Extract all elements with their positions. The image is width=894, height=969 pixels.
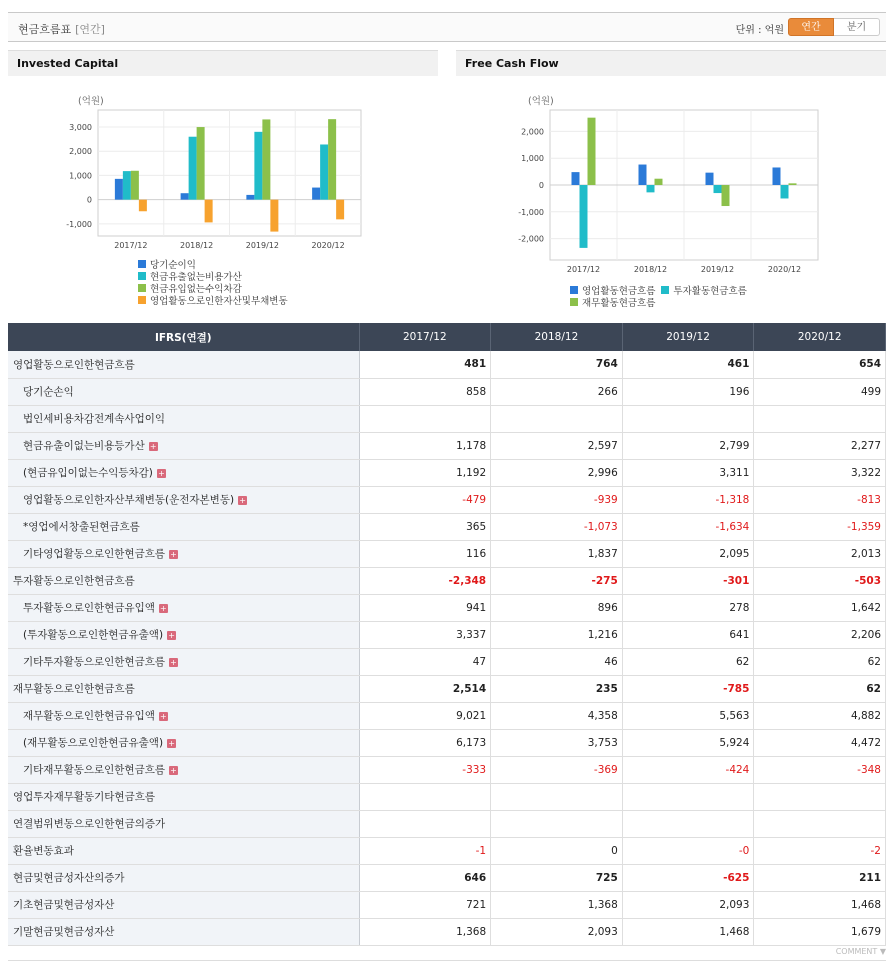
- row-value: -333: [359, 756, 491, 783]
- comment-toggle[interactable]: COMMENT ▼: [835, 947, 886, 956]
- row-label: [8, 702, 359, 729]
- bar: [647, 185, 655, 192]
- row-value: 721: [359, 891, 491, 918]
- row-value: 2,996: [491, 459, 623, 486]
- row-value: 6,173: [359, 729, 491, 756]
- legend-swatch: [138, 272, 146, 280]
- legend-swatch: [570, 286, 578, 294]
- row-value: -424: [622, 756, 754, 783]
- row-value: 725: [491, 864, 623, 891]
- row-value: 1,216: [491, 621, 623, 648]
- bar: [262, 119, 270, 199]
- row-label: [8, 756, 359, 783]
- table-row: [8, 621, 886, 648]
- table-header-period: 2020/12: [754, 323, 886, 351]
- row-value: 3,337: [359, 621, 491, 648]
- row-value: -503: [754, 567, 886, 594]
- expand-plus-icon[interactable]: +: [170, 765, 177, 775]
- x-tick-label: 2017/12: [566, 265, 601, 274]
- y-tick-label: 0: [538, 181, 544, 190]
- row-label: [8, 675, 359, 702]
- row-label: [8, 648, 359, 675]
- bar: [189, 137, 197, 200]
- row-label-text: 현금및현금성자산의증가: [13, 872, 125, 884]
- row-label: [8, 837, 359, 864]
- table-row: [8, 405, 886, 432]
- row-value: [622, 810, 754, 837]
- row-value: 481: [359, 351, 491, 378]
- bar: [773, 167, 781, 185]
- free-cash-flow-title: Free Cash Flow: [456, 50, 886, 76]
- row-label: [8, 891, 359, 918]
- free-cash-flow-panel: [456, 50, 886, 320]
- row-value: 2,093: [622, 891, 754, 918]
- bar: [246, 195, 254, 200]
- row-value: [491, 810, 623, 837]
- row-value: [754, 405, 886, 432]
- unit-label: (억원): [78, 96, 104, 107]
- tab-quarter[interactable]: 분기: [834, 18, 880, 36]
- row-value: -785: [622, 675, 754, 702]
- row-value: 1,192: [359, 459, 491, 486]
- legend-label: 영업활동으로인한자산및부채변동: [150, 296, 288, 307]
- row-label: [8, 783, 359, 810]
- row-value: 858: [359, 378, 491, 405]
- row-value: 1,368: [491, 891, 623, 918]
- row-value: -479: [359, 486, 491, 513]
- row-value: 2,206: [754, 621, 886, 648]
- row-label-text: 환율변동효과: [13, 845, 74, 857]
- bar: [706, 173, 714, 185]
- y-tick-label: 0: [86, 195, 92, 205]
- row-value: -2: [754, 837, 886, 864]
- table-row: [8, 756, 886, 783]
- bar: [336, 200, 344, 220]
- row-value: 365: [359, 513, 491, 540]
- row-value: [622, 405, 754, 432]
- section-title: [18, 21, 105, 37]
- row-value: -1,073: [491, 513, 623, 540]
- bar: [722, 185, 730, 206]
- row-value: 461: [622, 351, 754, 378]
- row-value: 641: [622, 621, 754, 648]
- bar: [270, 200, 278, 232]
- table-header-row: [8, 323, 886, 351]
- table-row: [8, 378, 886, 405]
- unit-label: 단위 : 억원: [735, 25, 784, 36]
- table-row: [8, 675, 886, 702]
- legend-label: 영업활동현금흐름: [582, 286, 656, 297]
- row-value: [359, 405, 491, 432]
- row-value: 46: [491, 648, 623, 675]
- row-value: -348: [754, 756, 886, 783]
- row-label-text: 기초현금및현금성자산: [13, 899, 115, 911]
- bar: [197, 127, 205, 200]
- x-tick-label: 2017/12: [114, 241, 148, 250]
- row-label-text: 재무활동으로인한현금유입액: [23, 710, 155, 722]
- y-tick-label: 1,000: [521, 154, 544, 164]
- row-value: 646: [359, 864, 491, 891]
- row-value: 2,013: [754, 540, 886, 567]
- table-header-period: 2019/12: [622, 323, 754, 351]
- row-value: -275: [491, 567, 623, 594]
- footer-divider: [8, 960, 886, 961]
- invested-capital-panel: [8, 50, 438, 320]
- row-label-text: 기타영업활동으로인한현금흐름: [23, 548, 166, 560]
- row-value: -2,348: [359, 567, 491, 594]
- row-label: [8, 378, 359, 405]
- row-label: [8, 432, 359, 459]
- y-tick-label: -1,000: [518, 207, 544, 217]
- table-header-period: 2018/12: [491, 323, 623, 351]
- row-value: -1,359: [754, 513, 886, 540]
- row-label: [8, 864, 359, 891]
- row-value: 278: [622, 594, 754, 621]
- row-label-text: 영업활동으로인한현금흐름: [13, 358, 135, 371]
- invested-capital-title: Invested Capital: [8, 50, 438, 76]
- legend-swatch: [138, 260, 146, 268]
- bar: [205, 200, 213, 223]
- row-value: 47: [359, 648, 491, 675]
- bar: [655, 179, 663, 185]
- section-subtitle: [연간]: [75, 23, 105, 36]
- legend-swatch: [570, 298, 578, 306]
- row-label-text: 법인세비용차감전계속사업이익: [23, 413, 166, 425]
- x-tick-label: 2018/12: [633, 265, 668, 274]
- row-label-text: 투자활동으로인한현금흐름: [13, 575, 135, 587]
- bar: [115, 179, 123, 200]
- bar: [588, 118, 596, 185]
- row-label-text: 영업활동으로인한자산부채변동(운전자본변동): [23, 494, 235, 506]
- row-label-text: 연결범위변동으로인한현금의증가: [13, 818, 166, 830]
- table-row: [8, 648, 886, 675]
- row-value: -1,318: [622, 486, 754, 513]
- legend-label: 현금유출없는비용가산: [150, 272, 242, 283]
- row-label: [8, 405, 359, 432]
- table-row: [8, 594, 886, 621]
- row-value: 196: [622, 378, 754, 405]
- row-value: [622, 783, 754, 810]
- row-label-text: (투자활동으로인한현금유출액): [23, 629, 164, 641]
- invested-capital-legend: [138, 258, 288, 306]
- expand-plus-icon[interactable]: +: [170, 657, 177, 667]
- row-value: -1,634: [622, 513, 754, 540]
- row-value: 3,753: [491, 729, 623, 756]
- row-label-text: 당기순손익: [23, 386, 74, 398]
- free-cash-flow-legend: [570, 284, 790, 308]
- row-value: 2,095: [622, 540, 754, 567]
- bar: [131, 171, 139, 200]
- table-row: [8, 864, 886, 891]
- table-body: [8, 351, 886, 945]
- row-label-text: (재무활동으로인한현금유출액): [23, 737, 164, 749]
- row-value: 764: [491, 351, 623, 378]
- legend-swatch: [661, 286, 669, 294]
- row-value: 941: [359, 594, 491, 621]
- row-value: 235: [491, 675, 623, 702]
- row-value: 5,924: [622, 729, 754, 756]
- x-tick-label: 2018/12: [180, 241, 214, 250]
- row-value: 1,642: [754, 594, 886, 621]
- bar: [580, 185, 588, 248]
- bar: [139, 200, 147, 212]
- row-label: [8, 567, 359, 594]
- row-value: 1,837: [491, 540, 623, 567]
- bar: [789, 183, 797, 185]
- x-tick-label: 2019/12: [700, 265, 735, 274]
- legend-label: 투자활동현금흐름: [673, 286, 747, 297]
- y-tick-label: -2,000: [518, 234, 544, 244]
- bar: [181, 193, 189, 199]
- row-label: [8, 351, 359, 378]
- row-label: [8, 486, 359, 513]
- row-value: 4,358: [491, 702, 623, 729]
- y-tick-label: -1,000: [66, 219, 92, 229]
- bar: [312, 188, 320, 200]
- row-value: -939: [491, 486, 623, 513]
- row-value: -369: [491, 756, 623, 783]
- expand-plus-icon[interactable]: +: [168, 738, 175, 748]
- row-label: [8, 459, 359, 486]
- row-label-text: 기타재무활동으로인한현금흐름: [23, 764, 166, 776]
- table-row: [8, 459, 886, 486]
- row-value: [491, 783, 623, 810]
- row-value: -0: [622, 837, 754, 864]
- section-header: [8, 12, 886, 42]
- row-value: 9,021: [359, 702, 491, 729]
- expand-plus-icon[interactable]: +: [160, 603, 167, 613]
- row-value: 499: [754, 378, 886, 405]
- bar: [254, 132, 262, 200]
- unit-label: (억원): [528, 96, 554, 107]
- table-row: [8, 513, 886, 540]
- table-row: [8, 567, 886, 594]
- row-value: 62: [754, 675, 886, 702]
- row-label-text: 기말현금및현금성자산: [13, 926, 115, 938]
- row-label: [8, 594, 359, 621]
- table-header-label: IFRS(연결): [8, 323, 359, 351]
- row-value: 2,277: [754, 432, 886, 459]
- row-value: [359, 810, 491, 837]
- row-value: 2,597: [491, 432, 623, 459]
- row-label: [8, 513, 359, 540]
- table-header-period: 2017/12: [359, 323, 491, 351]
- legend-item: [661, 284, 746, 296]
- row-value: 1,368: [359, 918, 491, 945]
- row-value: [754, 810, 886, 837]
- table-row: [8, 891, 886, 918]
- row-value: -625: [622, 864, 754, 891]
- row-value: 116: [359, 540, 491, 567]
- cash-flow-table: [8, 323, 886, 946]
- row-value: -1: [359, 837, 491, 864]
- table-row: [8, 729, 886, 756]
- row-value: 266: [491, 378, 623, 405]
- row-value: 62: [754, 648, 886, 675]
- row-value: -813: [754, 486, 886, 513]
- row-label: [8, 810, 359, 837]
- row-value: 62: [622, 648, 754, 675]
- expand-plus-icon[interactable]: +: [170, 549, 177, 559]
- expand-plus-icon[interactable]: +: [158, 468, 165, 478]
- row-value: 2,514: [359, 675, 491, 702]
- bar: [123, 171, 131, 200]
- x-tick-label: 2019/12: [245, 241, 279, 250]
- row-label: [8, 918, 359, 945]
- row-value: [359, 783, 491, 810]
- row-value: 896: [491, 594, 623, 621]
- legend-item: [570, 296, 655, 308]
- row-label-text: *영업에서창출된현금흐름: [23, 521, 140, 533]
- table-row: [8, 486, 886, 513]
- y-tick-label: 2,000: [69, 147, 92, 157]
- expand-plus-icon[interactable]: +: [160, 711, 167, 721]
- row-label-text: 현금유출이없는비용등가산: [23, 440, 145, 452]
- row-label-text: 재무활동으로인한현금흐름: [13, 683, 135, 695]
- row-value: [754, 783, 886, 810]
- row-value: -301: [622, 567, 754, 594]
- period-toggle: [788, 18, 880, 36]
- y-tick-label: 1,000: [69, 171, 92, 181]
- table-row: [8, 702, 886, 729]
- legend-swatch: [138, 296, 146, 304]
- legend-label: 현금유입없는수익차감: [150, 284, 242, 295]
- row-value: 1,468: [622, 918, 754, 945]
- bar: [781, 185, 789, 198]
- x-tick-label: 2020/12: [311, 241, 345, 250]
- table-row: [8, 351, 886, 378]
- tab-annual[interactable]: 연간: [788, 18, 834, 36]
- bar: [328, 119, 336, 199]
- row-value: [491, 405, 623, 432]
- table-row: [8, 810, 886, 837]
- expand-plus-icon[interactable]: +: [149, 441, 157, 451]
- legend-swatch: [138, 284, 146, 292]
- row-label: [8, 729, 359, 756]
- row-label-text: 영업투자재무활동기타현금흐름: [13, 791, 156, 803]
- legend-label: 재무활동현금흐름: [582, 298, 656, 309]
- row-value: 2,799: [622, 432, 754, 459]
- table-row: [8, 540, 886, 567]
- row-label: [8, 621, 359, 648]
- table-row: [8, 918, 886, 945]
- row-value: 2,093: [491, 918, 623, 945]
- y-tick-label: 2,000: [521, 127, 544, 137]
- row-label-text: 기타투자활동으로인한현금흐름: [23, 656, 166, 668]
- row-value: 5,563: [622, 702, 754, 729]
- row-value: 4,882: [754, 702, 886, 729]
- expand-plus-icon[interactable]: +: [168, 630, 175, 640]
- row-value: 3,311: [622, 459, 754, 486]
- bar: [320, 144, 328, 199]
- row-value: 211: [754, 864, 886, 891]
- row-value: 4,472: [754, 729, 886, 756]
- section-title-text: 현금흐름표: [18, 23, 72, 36]
- row-label: [8, 540, 359, 567]
- row-label-text: 투자활동으로인한현금유입액: [23, 602, 155, 614]
- bar: [714, 185, 722, 193]
- legend-item: [138, 294, 288, 306]
- row-value: 3,322: [754, 459, 886, 486]
- row-value: 0: [491, 837, 623, 864]
- table-row: [8, 432, 886, 459]
- x-tick-label: 2020/12: [767, 265, 802, 274]
- bar: [639, 165, 647, 185]
- y-tick-label: 3,000: [69, 122, 92, 132]
- legend-label: 당기순이익: [150, 260, 196, 271]
- row-value: 654: [754, 351, 886, 378]
- row-label-text: (현금유입이없는수익등차감): [23, 467, 153, 479]
- bar: [572, 172, 580, 185]
- table-row: [8, 837, 886, 864]
- row-value: 1,468: [754, 891, 886, 918]
- row-value: 1,178: [359, 432, 491, 459]
- table-row: [8, 783, 886, 810]
- row-value: 1,679: [754, 918, 886, 945]
- expand-plus-icon[interactable]: +: [239, 495, 246, 505]
